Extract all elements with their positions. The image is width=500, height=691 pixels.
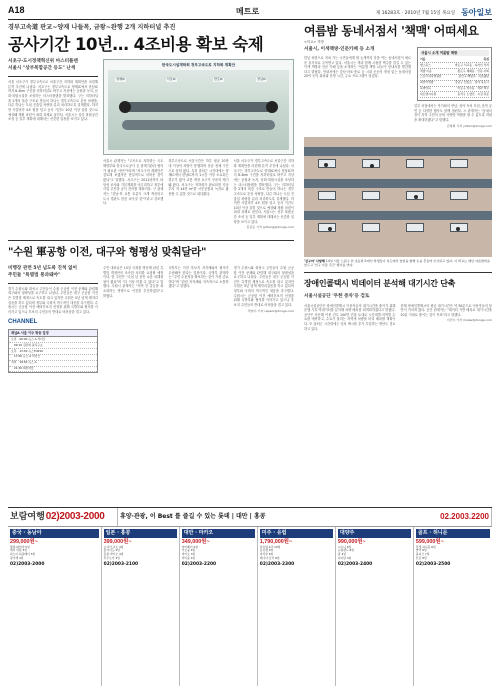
tunnel-entrance-left — [119, 101, 131, 113]
diagram-label: 반포IC — [213, 77, 223, 82]
feature-body: 한낮 폭염으로 지쳐 가는 시민들에게 밤 늦게까지 문을 여는 동네서점이 새로운 휴식처로 주목받고 있다. 서울시는 책과 함께 시원한 맥주를 즐길 수 있는 이색 책방과 인문 카페 등을 소개하는 '여름밤 책방 나들이' 안내서를 발간했다고 밝혔다. 안내서에는 강남·마포·종로 등 시내 곳곳의 개성 있는 동네서점 20여 곳의 위치와 운영 시간, 주요 프로그램이 담겼다. — [304, 55, 411, 79]
window — [362, 223, 380, 232]
ad-line: 오사카·교토 4일 — [103, 544, 124, 549]
lead-byline: 홍길동 기자 gdhong@donga.com — [246, 225, 294, 230]
ad-phone: 02)2003-2100 — [103, 561, 139, 567]
ad-line: 홍콩·마카오 4일 — [103, 552, 124, 557]
diagram-illustration — [108, 70, 289, 150]
ad-price: 990,000원~ — [337, 538, 366, 545]
ad-line: 사이판 4일 — [337, 555, 352, 560]
ad-grid — [8, 527, 492, 686]
left-column — [8, 24, 294, 373]
window — [406, 223, 424, 232]
newspaper-logo: 동아일보 — [461, 6, 492, 17]
window — [318, 191, 336, 200]
ad-line: 하노이·하롱베이 5일 — [10, 552, 36, 557]
building-stripe — [304, 211, 492, 220]
schedule-row: 21:30 외부자들 — [9, 367, 97, 373]
taxi-story — [304, 278, 492, 331]
diagram-title: 한국도시설계학회 경부고속도로 지하화 계획안 — [161, 63, 236, 68]
taxi-subhead: 서울시설공단 '무한 증차'등 검토 — [304, 293, 370, 299]
issue-date: 제 16283호 · 2010년 7월 15일 목요일 — [375, 11, 456, 17]
bookstore-info-box — [417, 47, 492, 101]
ad-price: 299,000원~ — [10, 538, 38, 545]
channel-box — [8, 319, 98, 374]
story2-byline: 박철수 기자 cspark@donga.com — [247, 308, 294, 313]
ad-column[interactable] — [258, 527, 336, 686]
schedule-row: 17:00 뉴스 A 라이브 — [9, 355, 97, 361]
ad-column[interactable] — [414, 527, 492, 686]
info-row: 땡스북스 마포구 서교동 · 디자인 서적 — [420, 63, 489, 69]
ad-line: 마카오 3일 — [181, 552, 196, 557]
boram-phone: 02)2003-2000 — [45, 511, 105, 522]
tunnel-diagram — [103, 59, 294, 155]
ad-column-title: 대양주 — [338, 529, 411, 538]
info-row: 위트앤시니컬 동작구 노량진 · 시집 전문 — [420, 92, 489, 98]
upper-tunnel — [122, 102, 274, 112]
ad-line: 동유럽 9일 — [259, 548, 274, 553]
info-box-title: 서울시 소개 여름밤 책방 — [420, 50, 489, 56]
ad-line: 가오슝 4일 — [181, 548, 196, 553]
story2-kicker: 비행장 관련 5년 넘도록 진척 없어 주민들 "특별법 통과돼야" — [8, 265, 77, 278]
ad-line: 홋카이도 4일 — [103, 548, 120, 553]
publication-info — [376, 7, 492, 17]
story2-body: 경기 수원시와 화성시 주민들이 수원 군공항 이전 문제와 관련해 대구와의 형평성을 요구하고 나섰다. 주민들은 대구 군공항 이전은 특별법 제정으로 속도를 내고 있지만 수원은 5년 넘게 제자리걸음을 하고 있다며 정부와 국회의 적극적인 대응을 촉구했다. 수원시는 군공항 이전 예비후보지 선정을 위해 국방부와 협의를 이어가고 있으나 후보지 주민들의 반대로 어려움을 겪고 있다. — [8, 286, 98, 314]
ad-line: 발리 6일 — [415, 548, 427, 553]
schedule-row: 오후 13:50 뉴스TOP10 — [9, 349, 97, 355]
ad-column-title: 대만 · 마카오 — [182, 529, 255, 538]
diagram-label: 한남IC — [257, 77, 267, 82]
lead-right-column — [103, 59, 294, 230]
lead-story — [8, 59, 294, 230]
lead-left-column — [8, 59, 98, 230]
taxi-body: 서울시설공단은 장애인콜택시 이용자들의 대기시간을 줄이기 위해 운행 기록 빅데이터를 분석해 차량 배치를 최적화하겠다고 밝혔다. 공단은 지난해 이용 건수 100만 건을 토대로 시간대별·지역별 수요를 예측하고, 수요가 몰리는 지역에 차량을 미리 배치할 계획이다. 또 출퇴근 시간대에는 임차 택시를 추가 투입하는 방안도 검토하고 있다. — [304, 303, 396, 331]
ad-line: 서유럽 4국 10일 — [259, 544, 281, 549]
photo-caption — [304, 259, 492, 268]
banner-phone: 02.2003.2200 — [440, 511, 489, 521]
right-column — [304, 24, 492, 331]
ad-column[interactable] — [180, 527, 258, 686]
taxi-body-2: 현재 장애인콜택시의 평균 대기시간은 약 30분으로 이용자들의 불만이 이어져 왔다. 공단 관계자는 "데이터 기반 배차로 대기시간을 20분 이내로 줄이는 것이 목표"라고 말했다. — [400, 303, 492, 317]
ad-column[interactable] — [102, 527, 180, 686]
ad-phone: 02)2003-2000 — [10, 561, 45, 567]
boram-travel-ad[interactable] — [8, 508, 118, 526]
caption-text: 14일 서울 노원구 한 초등학교에서 학생들이 복도에서 창밖을 향해 손을 흔들며 인사하고 있다. 이 학교는 매년 여름방학을 앞두고 '친구 사랑 주간' 행사를 연다. — [304, 258, 490, 267]
taxi-headline: 장애인콜택시 빅데이터 분석해 대기시간 단축 — [304, 278, 456, 289]
ad-line: 후쿠오카 3일 — [103, 555, 120, 560]
window — [450, 191, 468, 200]
diagram-label: 양재IC — [116, 77, 126, 82]
masthead — [8, 6, 492, 20]
lower-tunnel — [122, 120, 274, 130]
lead-headline: 공사기간 10년… 4조비용 확보 숙제 — [8, 35, 264, 55]
info-row: 스토리지북앤필름 용산구 해방촌 · 독립출판 — [420, 75, 489, 81]
section-divider — [304, 272, 492, 273]
tunnel-entrance-right — [266, 101, 278, 113]
divider — [8, 283, 98, 284]
ad-column-title: 중국 · 동남아 — [10, 529, 99, 538]
window — [406, 159, 424, 168]
page-number: A18 — [8, 5, 25, 16]
ad-phone: 02)2003-2300 — [259, 561, 295, 567]
lead-subhead: 서초구·도시정책혁신위 마스터플랜 서울시 "상부복합공간 등도" 난색 — [8, 59, 78, 72]
ad-line: 괌 4일 — [337, 552, 346, 557]
ad-price: 399,000원~ — [103, 538, 132, 545]
student-figure — [414, 195, 418, 199]
ad-column-title: 미주 · 유럽 — [260, 529, 333, 538]
ad-line: 방콕·파타야 5일 — [10, 544, 30, 549]
ad-phone: 02)2003-2500 — [415, 561, 451, 567]
feature-byline: 김영희 기자 yhkim@donga.com — [446, 123, 492, 128]
ad-line: 장가계 4일 — [10, 555, 24, 560]
ad-line: 뉴질랜드 8일 — [337, 548, 355, 553]
diagram-label: 서초IC — [166, 77, 176, 82]
schedule-row: 오전 06:00 뉴스 A 라이브 — [9, 337, 97, 343]
ad-column[interactable] — [336, 527, 414, 686]
tour-banner-ad[interactable] — [118, 508, 492, 526]
building-stripe — [304, 179, 492, 188]
ad-line: 칸쿤 8일 — [415, 555, 427, 560]
ad-line: 세부 막탄 5일 — [10, 548, 28, 553]
lead-kicker: 경부고속道 판교~양재 나들목, 금왕~완행 2개 지하터널 추진 — [8, 24, 176, 31]
section-title: 메트로 — [236, 6, 260, 16]
lead-body-2: 서울시 관계자는 "고속도로 지하화는 국토해양부와 한국도로공사 등 관계기관과 협의가 필요한 사안"이라며 "서초구의 계획안은 검토해 보겠지만 현실적으로 어려운 점이 많다"고 말했다. 서초구는 2012년까지 타당성 조사와 기본계획을 마무리하고 정부에 사업 추진을 공식 건의할 계획이다. 구 관계자는 "강남·북 교통 흐름이 크게 개선되고 도시 경관도 한층 나아질 것"이라고 강조했다. — [103, 159, 164, 206]
story2-body-3: 국방부는 이전 후보지 지자체와의 협의가 우선돼야 한다는 입장이다. 국방부 관계자는 "주민 수용성을 확보하는 것이 가장 중요하다"며 "관련 지자체와 지속적으로 소통하겠다"고 말했다. — [168, 265, 229, 289]
ad-line: 캐나다 로키 8일 — [259, 555, 280, 560]
school-photo — [304, 137, 492, 257]
story2-body-2: 주민 대표들은 15일 국회를 방문해 관련 특별법 개정안의 조속한 처리를 요청할 예정이다. 한 주민은 "수십 년 동안 소음 피해를 참아 왔다"며 "더 이상 미룰 수 없다"고 말했다. 수원시 관계자는 "지역 간 갈등을 최소화하는 방향으로 이전을 추진하겠다"고 밝혔다. — [103, 265, 164, 298]
ad-column[interactable] — [8, 527, 102, 686]
ad-price: 349,000원~ — [181, 538, 210, 545]
window — [318, 223, 336, 232]
student-figure — [328, 227, 332, 231]
schedule-title: 채널A 서울 이주 방송 일정 — [9, 330, 97, 337]
building-stripe — [304, 147, 492, 156]
feature-body-2: 일부 서점에서는 작가와의 만남, 심야 독서 모임, 음악 공연 등 다양한 행사도 함께 열린다. 시 관계자는 "동네서점이 지역 주민의 문화 사랑방 역할을 할 수 있도록 지원을 확대하겠다"고 말했다. — [414, 104, 492, 123]
ad-line: 시드니 6일 — [337, 544, 352, 549]
ad-line: 타이베이 4일 — [181, 544, 198, 549]
info-row: 북바이북 마포구 상수동 · 책과 맥주 — [420, 87, 489, 93]
schedule-row: 09:10 김진의 돌직구쇼 — [9, 343, 97, 349]
lead-body-4: 서울 서초구가 경부고속도로 서울구간 지하화 계획안을 마련해 본격 추진에 나섰다. 서초구는 경부고속도로 양재IC에서 한남IC까지 6.4km 구간을 지하터널로 바꾸고 지상에는 공원과 녹지, 문화·복합시설을 조성하는 마스터플랜을 발표했다. 구는 지하터널을 2개의 복층 구조로 만들어 하나는 경부고속도로 본선 차량을, 다른 하나는 도심 진출입 차량을 분리 처리하도록 설계했다. 하지만 사업비가 4조 원을 넘고 공사 기간도 10년 이상 걸릴 것으로 예상돼 재원 마련이 최대 과제로 꼽힌다. 서울시는 상부 복합공간 조성 등 일부 계획에 대해서는 신중한 입장을 보이고 있다. — [233, 159, 294, 224]
ad-banner-row — [8, 508, 492, 527]
ad-price: 1,790,000원~ — [259, 538, 293, 545]
divider — [8, 76, 98, 77]
window — [450, 159, 468, 168]
student-figure — [324, 163, 328, 167]
ad-line: 푸껫 허니문 6일 — [415, 544, 436, 549]
caption-title: '진구야' 사랑해 — [304, 258, 325, 263]
boram-title: 보람여행 — [10, 512, 45, 522]
ad-column-title: 일본 · 홍콩 — [104, 529, 177, 538]
lead-text-columns — [103, 159, 294, 224]
feature-subhead: 서울시, 이색책방·인문카페 등 소개 — [304, 47, 375, 53]
ad-price: 599,000원~ — [415, 538, 444, 545]
ad-phone: 02)2003-2200 — [181, 561, 217, 567]
lead-body-3: 경부고속도로 서울구간은 하루 평균 20만 대 이상의 차량이 통행하며 상습 정체 구간으로 꼽혀 왔다. 특히 출퇴근 시간대에는 양재IC에서 한남IC까지 1시간 이상 소요되는 경우가 많아 교통 개선 요구가 꾸준히 제기돼 왔다. 서초구는 지하화가 완료되면 지상 부지 약 44만 m²를 시민공원과 녹지로 활용할 수 있을 것으로 내다봤다. — [168, 159, 229, 196]
ad-line: 타이중 4일 — [181, 555, 196, 560]
ad-phone: 02)2003-2400 — [337, 561, 373, 567]
ad-line: 몰디브 7일 — [415, 552, 430, 557]
student-figure — [456, 227, 460, 231]
story-2 — [8, 246, 294, 373]
story2-body-4: 경기 수원시와 화성시 주민들이 수원 군공항 이전 문제와 관련해 대구와의 형평성을 요구하고 나섰다. 주민들은 대구 군공항 이전은 특별법 제정으로 속도를 내고 있지만 수원은 5년 넘게 제자리걸음을 하고 있다며 정부와 국회의 적극적인 대응을 촉구했다. 수원시는 군공항 이전 예비후보지 선정을 위해 국방부와 협의를 이어가고 있으나 후보지 주민들의 반대로 어려움을 겪고 있다. — [233, 265, 294, 307]
info-row: 이름 특징 — [420, 57, 489, 63]
info-row: 책방 이음 종로구 혜화동 · 인문·사회 — [420, 69, 489, 75]
schedule-row: 저녁 19:50 뉴스 A — [9, 361, 97, 367]
ad-column-title: 골프 · 허니문 — [416, 529, 490, 538]
feature-tag: <학교> 책방 — [304, 39, 324, 44]
broadcast-schedule — [8, 329, 98, 373]
advertisement-section — [8, 507, 492, 685]
section-divider — [8, 240, 294, 241]
info-row: 최인아책방 강남구 선릉로 · 심야 북토크 — [420, 81, 489, 87]
story2-headline: "수원 軍공항 이전, 대구와 형평성 맞춰달라" — [8, 246, 207, 259]
banner-text: 휴양·관광, 이 Best 를 즐길 수 있는 롯데 | 대만 | 홍콩 — [120, 513, 266, 521]
window — [362, 191, 380, 200]
feature-headline: 여름밤 동네서점서 '책맥' 어떠세요 — [304, 24, 479, 38]
channel-a-logo: CHANNEL — [8, 318, 38, 325]
student-figure — [370, 164, 374, 168]
lead-body: 서울 서초구가 경부고속도로 서울구간 지하화 계획안을 마련해 본격 추진에 나섰다. 서초구는 경부고속도로 양재IC에서 한남IC까지 6.4km 구간을 지하터널로 바꾸고 지상에는 공원과 녹지, 문화·복합시설을 조성하는 마스터플랜을 발표했다. 구는 지하터널을 2개의 복층 구조로 만들어 하나는 경부고속도로 본선 차량을, 다른 하나는 도심 진출입 차량을 분리 처리하도록 설계했다. 하지만 사업비가 4조 원을 넘고 공사 기간도 10년 이상 걸릴 것으로 예상돼 재원 마련이 최대 과제로 꼽힌다. 서울시는 상부 복합공간 조성 등 일부 계획에 대해서는 신중한 입장을 보이고 있다. — [8, 80, 98, 122]
ad-line: 미서부 8일 — [259, 552, 274, 557]
taxi-byline: 이민수 기자 mslee@donga.com — [446, 318, 492, 323]
